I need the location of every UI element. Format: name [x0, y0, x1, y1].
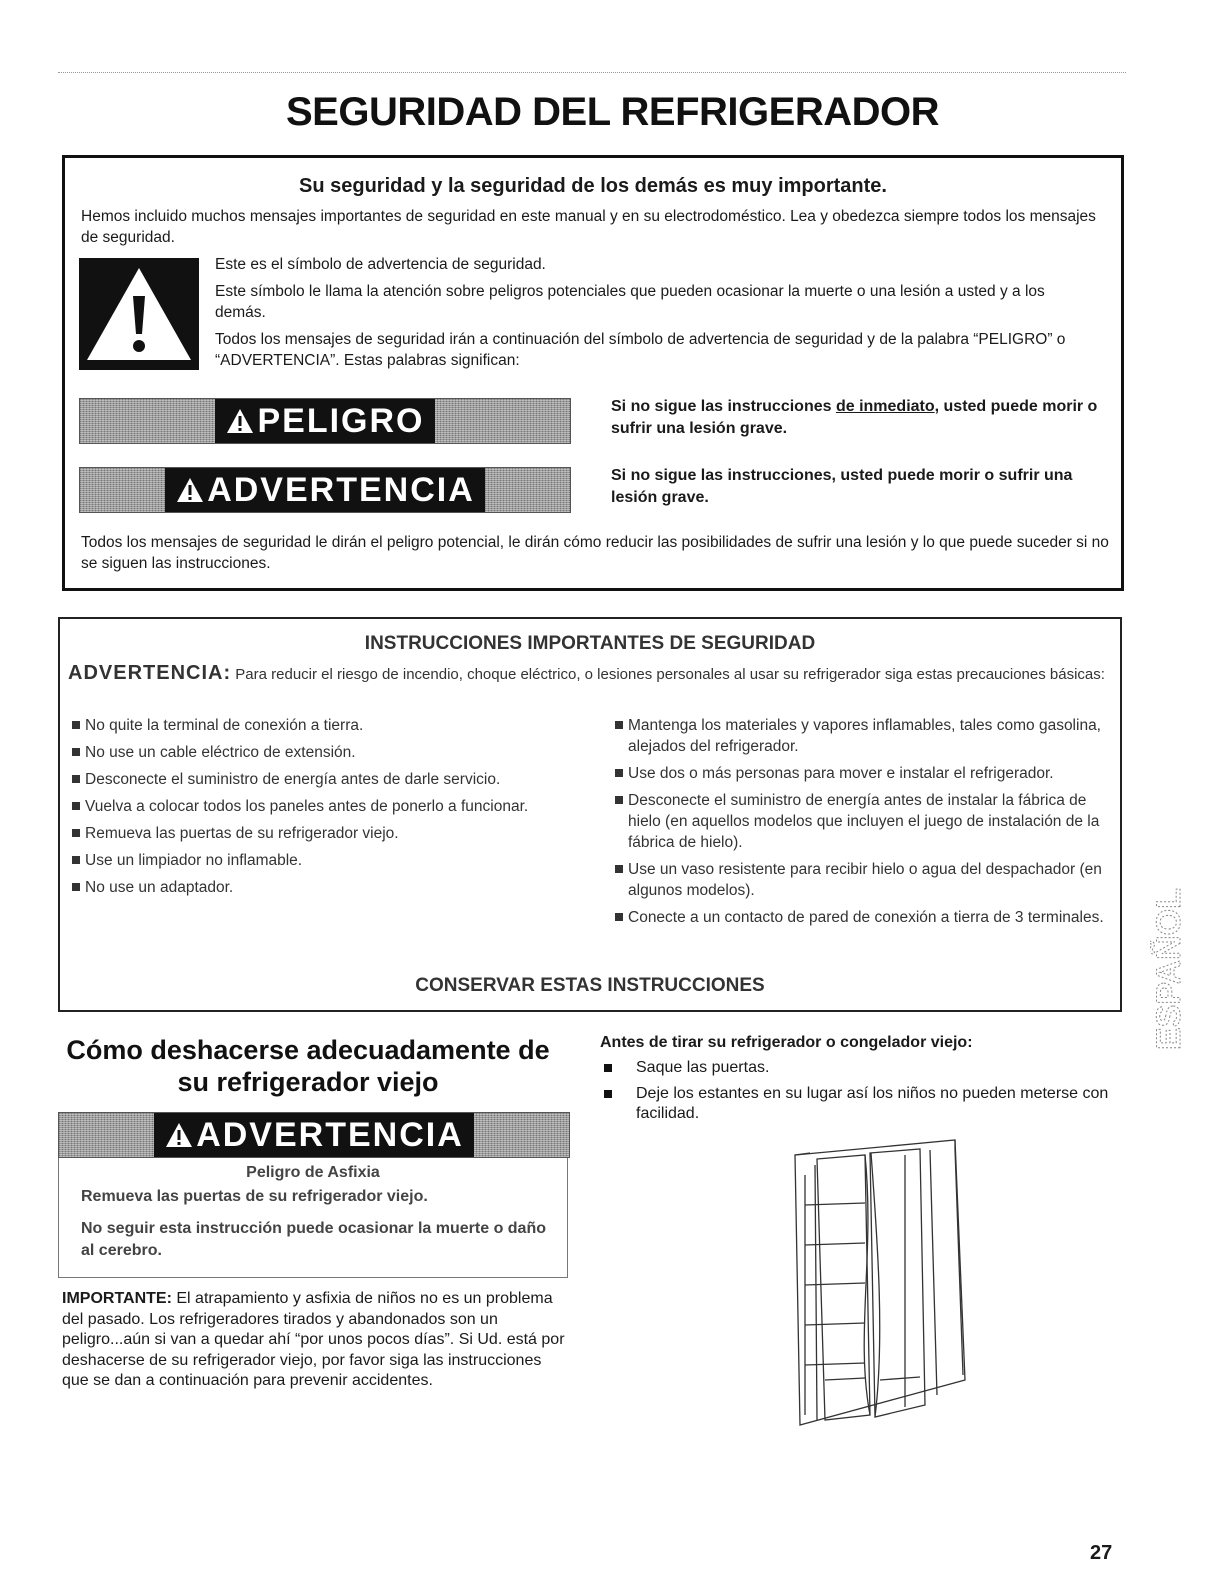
- disposal-warning-banner: [58, 1112, 570, 1158]
- safety-intro: Hemos incluido muchos mensajes importantes de seguridad en este manual y en su electrodoméstico. Lea y obedezca siempre todos los mensajes de seguridad.: [81, 208, 1096, 246]
- advertencia-word: ADVERTENCIA: [207, 471, 475, 509]
- advertencia-lead: ADVERTENCIA:: [68, 662, 232, 684]
- safety-box: [62, 155, 1124, 591]
- list-item: Use un limpiador no inflamable.: [72, 850, 582, 871]
- language-side-tab: [1150, 815, 1190, 1055]
- list-item: No use un cable eléctrico de extensión.: [72, 742, 582, 763]
- instructions-intro: [68, 663, 1108, 685]
- before-disposal-list: [600, 1058, 1130, 1130]
- advertencia-label: [165, 468, 485, 512]
- safety-footer: Todos los mensajes de seguridad le dirán el peligro potencial, le dirán cómo reducir las posibilidades de sufrir una lesión y lo que puede suceder si no se siguen las instrucciones.: [81, 534, 1109, 572]
- peligro-description: [611, 396, 1111, 440]
- symbol-text-1: Este es el símbolo de advertencia de seguridad.: [215, 256, 546, 273]
- disposal-warning-label: [154, 1113, 474, 1157]
- safety-heading: Su seguridad y la seguridad de los demás es muy importante.: [299, 175, 887, 197]
- advertencia-description: Si no sigue las instrucciones, usted puede morir o sufrir una lesión grave.: [611, 467, 1073, 506]
- hazard-line-1: Remueva las puertas de su refrigerador viejo.: [81, 1188, 428, 1205]
- important-label: IMPORTANTE:: [62, 1290, 172, 1307]
- list-item: Use un vaso resistente para recibir hielo o agua del despachador (en algunos modelos).: [615, 859, 1115, 901]
- list-item: No use un adaptador.: [72, 877, 582, 898]
- top-divider: [58, 72, 1126, 73]
- list-item: Mantenga los materiales y vapores inflamables, tales como gasolina, alejados del refrigerador.: [615, 715, 1115, 757]
- alert-icon: [164, 1121, 194, 1149]
- list-item: Use dos o más personas para mover e instalar el refrigerador.: [615, 763, 1115, 784]
- peligro-desc-part: , usted puede morir o sufrir una lesión grave.: [611, 398, 1098, 437]
- alert-icon: [225, 407, 255, 435]
- peligro-word: PELIGRO: [257, 402, 425, 440]
- peligro-label: [215, 399, 434, 443]
- list-item: Vuelva a colocar todos los paneles antes de ponerlo a funcionar.: [72, 796, 582, 817]
- side-tab-label: ESPAÑOL: [1150, 888, 1188, 1050]
- instructions-box: [58, 617, 1122, 1012]
- alert-icon: [175, 476, 205, 504]
- warning-triangle-icon: [79, 258, 199, 370]
- list-item: Desconecte el suministro de energía antes de darle servicio.: [72, 769, 582, 790]
- important-text: El atrapamiento y asfixia de niños no es un problema del pasado. Los refrigeradores tirados y abandonados son un peligro...aún si van a quedar ahí “por unos pocos días”. Si Ud. está por deshacerse de su refrigerador viejo, por favor siga las instrucciones que se dan a continuación para prevenir accidentes.: [62, 1290, 565, 1389]
- list-item: No quite la terminal de conexión a tierra.: [72, 715, 582, 736]
- peligro-signal-banner: [79, 398, 571, 444]
- peligro-desc-underlined: de inmediato: [835, 398, 935, 415]
- instructions-right-column: [615, 715, 1115, 934]
- page-number: 27: [1090, 1542, 1113, 1564]
- peligro-desc-part: Si no sigue las instrucciones: [611, 398, 836, 415]
- hazard-title: Peligro de Asfixia: [246, 1164, 380, 1181]
- hazard-line-2: No seguir esta instrucción puede ocasionar la muerte o daño al cerebro.: [81, 1220, 546, 1259]
- list-item: Deje los estantes en su lugar así los niños no pueden meterse con facilidad.: [600, 1084, 1130, 1124]
- list-item: Conecte a un contacto de pared de conexión a tierra de 3 terminales.: [615, 907, 1115, 928]
- disposal-title: Cómo deshacerse adecuadamente de su refrigerador viejo: [66, 1035, 550, 1097]
- list-item: Saque las puertas.: [600, 1058, 1130, 1078]
- before-disposal-heading: Antes de tirar su refrigerador o congelador viejo:: [600, 1034, 973, 1051]
- symbol-explanation: [215, 254, 1095, 377]
- instructions-left-column: [72, 715, 582, 904]
- refrigerator-illustration: [755, 1135, 985, 1430]
- disposal-warning-word: ADVERTENCIA: [196, 1116, 464, 1154]
- page-title: SEGURIDAD DEL REFRIGERADOR: [286, 90, 939, 134]
- asphyxia-warning-box: [58, 1158, 568, 1278]
- symbol-text-2: Este símbolo le llama la atención sobre peligros potenciales que pueden ocasionar la muerte o una lesión a usted y a los demás.: [215, 283, 1045, 321]
- list-item: Remueva las puertas de su refrigerador viejo.: [72, 823, 582, 844]
- instructions-heading: INSTRUCCIONES IMPORTANTES DE SEGURIDAD: [364, 633, 816, 654]
- instructions-footer: CONSERVAR ESTAS INSTRUCCIONES: [415, 975, 765, 996]
- list-item: Desconecte el suministro de energía antes de instalar la fábrica de hielo (en aquellos modelos que incluyen el juego de instalación de la fábrica de hielo).: [615, 790, 1115, 853]
- important-paragraph: [62, 1289, 572, 1392]
- advertencia-signal-banner: [79, 467, 571, 513]
- symbol-text-3: Todos los mensajes de seguridad irán a continuación del símbolo de advertencia de seguridad y de la palabra “PELIGRO” o “ADVERTENCIA”. Estas palabras significan:: [215, 331, 1066, 369]
- instructions-intro-text: Para reducir el riesgo de incendio, choque eléctrico, o lesiones personales al usar su refrigerador siga estas precauciones básicas:: [231, 666, 1105, 683]
